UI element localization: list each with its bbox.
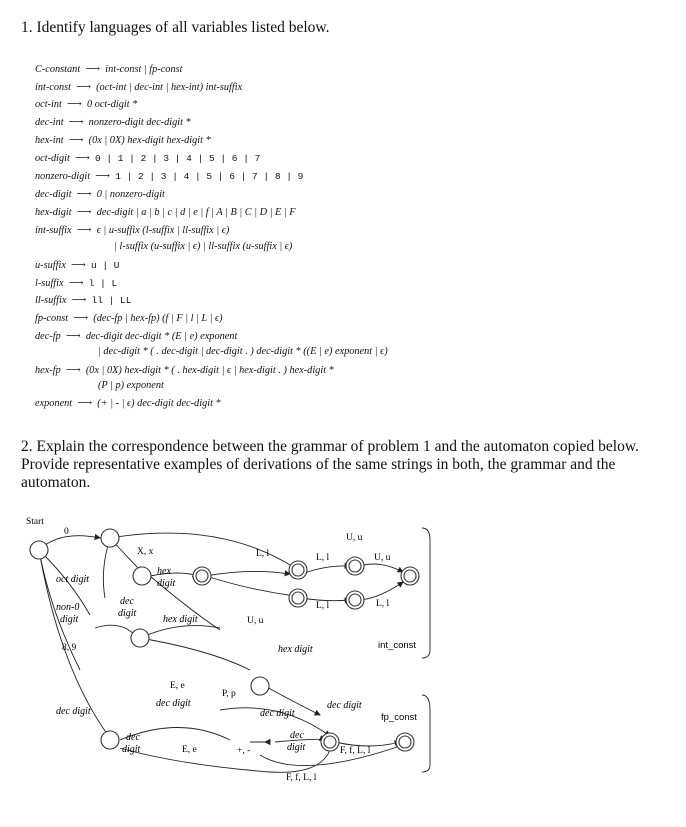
int-const-bracket xyxy=(422,528,430,658)
edge-label: hex xyxy=(157,566,171,577)
state-start xyxy=(30,541,48,559)
edge-label: L, l xyxy=(316,553,330,563)
edge-label: digit xyxy=(60,614,79,625)
edge-label: L, l xyxy=(316,601,330,611)
grammar-rule-continuation: | l-suffix (u-suffix | ϵ) | ll-suffix (u-suffix | ϵ) xyxy=(114,241,293,252)
state-accept xyxy=(399,736,411,748)
grammar-rule: l-suffix ⟶ l | L xyxy=(35,278,118,289)
edge-label: L, l xyxy=(256,549,270,559)
start-label: Start xyxy=(26,517,44,527)
edge-label: digit xyxy=(287,742,306,753)
fp-const-bracket xyxy=(422,695,430,772)
grammar-rule: hex-fp ⟶ (0x | 0X) hex-digit * ( . hex-digit | ϵ | hex-digit . ) hex-digit * xyxy=(35,365,334,376)
grammar-rule: hex-digit ⟶ dec-digit | a | b | c | d | e | f | A | B | C | D | E | F xyxy=(35,207,296,218)
edge-label: X, x xyxy=(137,547,154,557)
problem-1-heading: 1. Identify languages of all variables listed below. xyxy=(21,19,330,36)
edge-label: hex digit xyxy=(163,614,198,625)
grammar-rule: dec-fp ⟶ dec-digit dec-digit * (E | e) exponent xyxy=(35,331,238,342)
edge-label: E, e xyxy=(182,745,197,755)
edge-label: oct digit xyxy=(56,574,90,585)
edge-label: F, f, L, l xyxy=(340,746,371,756)
int-const-label: int_const xyxy=(378,640,417,651)
edge-label: non-0 xyxy=(56,602,80,613)
edge-label: dec xyxy=(290,730,304,741)
grammar-rule: nonzero-digit ⟶ 1 | 2 | 3 | 4 | 5 | 6 | 7 | 8 | 9 xyxy=(35,171,304,182)
state-accept xyxy=(349,560,361,572)
edge-label: 8, 9 xyxy=(62,643,77,653)
automaton-states xyxy=(30,529,419,751)
state xyxy=(251,677,269,695)
edge-label: dec digit xyxy=(56,706,91,717)
edge-label: U, u xyxy=(247,616,264,626)
grammar-rule-continuation: (P | p) exponent xyxy=(98,380,164,391)
problem-2-heading: 2. Explain the correspondence between the grammar of problem 1 and the automaton copied below. Provide representative examples of derivations of the same strings in both, the grammar and the automaton. xyxy=(21,438,639,491)
edge-label: digit xyxy=(122,744,141,755)
grammar-rule: C-constant ⟶ int-const | fp-const xyxy=(35,64,183,75)
state-accept xyxy=(349,594,361,606)
state-accept xyxy=(324,736,336,748)
automaton-diagram xyxy=(20,510,440,790)
grammar-rule: int-suffix ⟶ ϵ | u-suffix (l-suffix | ll-suffix | ϵ) xyxy=(35,225,230,236)
grammar-rule: u-suffix ⟶ u | U xyxy=(35,260,120,271)
edge-label: P, p xyxy=(222,689,236,699)
grammar-rule: ll-suffix ⟶ ll | LL xyxy=(35,295,132,306)
state xyxy=(101,731,119,749)
edge-label: dec xyxy=(126,732,140,743)
edge-label: hex digit xyxy=(278,644,313,655)
grammar-rule: oct-int ⟶ 0 oct-digit * xyxy=(35,99,138,110)
state xyxy=(131,629,149,647)
edge-label: digit xyxy=(157,578,176,589)
grammar-rule: exponent ⟶ (+ | - | ϵ) dec-digit dec-digit * xyxy=(35,398,221,409)
state-accept xyxy=(292,592,304,604)
edge-label: L, l xyxy=(376,599,390,609)
state xyxy=(133,567,151,585)
grammar-rule: fp-const ⟶ (dec-fp | hex-fp) (f | F | l | L | ϵ) xyxy=(35,313,223,324)
grammar-rule: dec-int ⟶ nonzero-digit dec-digit * xyxy=(35,117,191,128)
edge-label: U, u xyxy=(346,533,363,543)
grammar-rule-continuation: | dec-digit * ( . dec-digit | dec-digit . ) dec-digit * ((E | e) exponent | ϵ) xyxy=(98,346,388,357)
state-accept xyxy=(404,570,416,582)
state-accept xyxy=(196,570,208,582)
edge-label: digit xyxy=(118,608,137,619)
grammar-rule: dec-digit ⟶ 0 | nonzero-digit xyxy=(35,189,165,200)
edge-label: dec digit xyxy=(260,708,295,719)
edge-label: E, e xyxy=(170,681,185,691)
edge-label: +, - xyxy=(237,746,251,756)
edge-label: U, u xyxy=(374,553,391,563)
state-accept xyxy=(292,564,304,576)
grammar-rule: hex-int ⟶ (0x | 0X) hex-digit hex-digit * xyxy=(35,135,211,146)
edge-label: F, f, L, l xyxy=(286,773,317,783)
edge-label: dec xyxy=(120,596,134,607)
edge-label: 0 xyxy=(64,527,69,537)
edge-label: dec digit xyxy=(327,700,362,711)
grammar-rule: int-const ⟶ (oct-int | dec-int | hex-int) int-suffix xyxy=(35,82,243,93)
fp-const-label: fp_const xyxy=(381,712,417,723)
edge-label: dec digit xyxy=(156,698,191,709)
state xyxy=(101,529,119,547)
grammar-rule: oct-digit ⟶ 0 | 1 | 2 | 3 | 4 | 5 | 6 | 7 xyxy=(35,153,261,164)
